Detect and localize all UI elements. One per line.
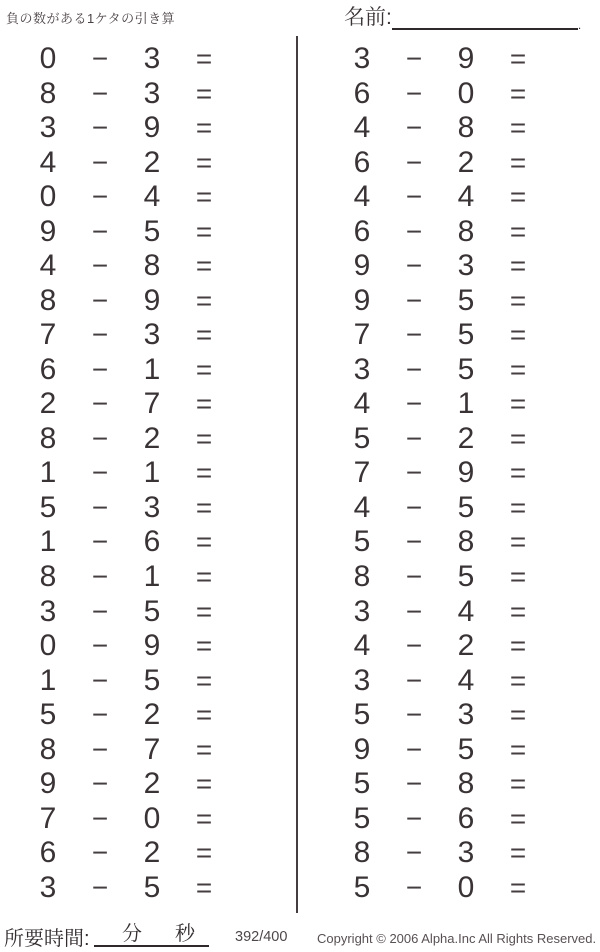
problem-row	[336, 767, 544, 802]
minuend: 6	[353, 214, 371, 248]
minuend: 9	[39, 214, 57, 248]
name-line-period: .	[577, 18, 582, 32]
minus-icon: −	[405, 560, 423, 592]
problem-row	[336, 732, 544, 767]
equals-sign: =	[509, 388, 527, 420]
problem-row	[336, 42, 544, 77]
equals-sign: =	[195, 699, 213, 731]
minutes-label: 分	[122, 923, 142, 945]
equals-sign: =	[195, 664, 213, 696]
subtrahend: 4	[143, 180, 161, 214]
subtrahend: 8	[457, 525, 475, 559]
equals-sign: =	[195, 733, 213, 765]
problem-row	[336, 594, 544, 629]
equals-sign: =	[509, 181, 527, 213]
equals-sign: =	[195, 215, 213, 247]
equals-sign: =	[509, 77, 527, 109]
equals-sign: =	[195, 457, 213, 489]
minuend: 4	[353, 629, 371, 663]
minuend: 5	[353, 421, 371, 455]
minuend: 1	[39, 663, 57, 697]
problem-row	[336, 77, 544, 112]
problem-row	[22, 491, 230, 526]
minus-icon: −	[405, 630, 423, 662]
problem-row	[336, 629, 544, 664]
equals-sign: =	[195, 77, 213, 109]
equals-sign: =	[509, 319, 527, 351]
copyright: Copyright © 2006 Alpha.Inc All Rights Reserved.	[317, 931, 597, 946]
equals-sign: =	[509, 112, 527, 144]
minus-icon: −	[405, 526, 423, 558]
subtrahend: 5	[457, 318, 475, 352]
problems-column-left	[22, 42, 230, 905]
equals-sign: =	[509, 215, 527, 247]
subtrahend: 9	[143, 629, 161, 663]
subtrahend: 8	[457, 111, 475, 145]
subtrahend: 6	[457, 801, 475, 835]
subtrahend: 2	[143, 421, 161, 455]
problem-row	[336, 422, 544, 457]
subtrahend: 9	[143, 283, 161, 317]
subtrahend: 4	[457, 180, 475, 214]
minus-icon: −	[91, 595, 109, 627]
minuend: 8	[39, 559, 57, 593]
equals-sign: =	[509, 664, 527, 696]
subtrahend: 5	[143, 594, 161, 628]
equals-sign: =	[195, 595, 213, 627]
equals-sign: =	[195, 526, 213, 558]
minuend: 0	[39, 180, 57, 214]
equals-sign: =	[509, 422, 527, 454]
problem-row	[22, 180, 230, 215]
subtrahend: 7	[143, 387, 161, 421]
subtrahend: 2	[143, 698, 161, 732]
problem-row	[22, 111, 230, 146]
minuend: 4	[39, 249, 57, 283]
equals-sign: =	[509, 146, 527, 178]
minuend: 6	[353, 76, 371, 110]
subtrahend: 7	[143, 732, 161, 766]
subtrahend: 1	[143, 352, 161, 386]
equals-sign: =	[195, 250, 213, 282]
minus-icon: −	[405, 388, 423, 420]
equals-sign: =	[195, 871, 213, 903]
equals-sign: =	[195, 146, 213, 178]
minuend: 5	[353, 525, 371, 559]
subtrahend: 3	[143, 42, 161, 76]
subtrahend: 8	[143, 249, 161, 283]
problem-row	[22, 353, 230, 388]
equals-sign: =	[509, 595, 527, 627]
minuend: 4	[353, 387, 371, 421]
minuend: 8	[353, 559, 371, 593]
minus-icon: −	[91, 181, 109, 213]
problem-row	[22, 422, 230, 457]
equals-sign: =	[195, 560, 213, 592]
minuend: 3	[39, 870, 57, 904]
minus-icon: −	[405, 699, 423, 731]
minuend: 5	[353, 767, 371, 801]
equals-sign: =	[195, 768, 213, 800]
subtrahend: 2	[457, 629, 475, 663]
subtrahend: 8	[457, 767, 475, 801]
subtrahend: 9	[143, 111, 161, 145]
equals-sign: =	[195, 491, 213, 523]
equals-sign: =	[195, 181, 213, 213]
subtrahend: 3	[143, 76, 161, 110]
column-divider	[296, 36, 298, 913]
problem-row	[336, 525, 544, 560]
minus-icon: −	[91, 284, 109, 316]
subtrahend: 6	[143, 525, 161, 559]
problem-row	[22, 594, 230, 629]
subtrahend: 9	[457, 42, 475, 76]
minuend: 0	[39, 629, 57, 663]
problem-row	[336, 146, 544, 181]
equals-sign: =	[195, 112, 213, 144]
equals-sign: =	[195, 802, 213, 834]
minus-icon: −	[405, 250, 423, 282]
problem-row	[22, 146, 230, 181]
minus-icon: −	[405, 146, 423, 178]
minus-icon: −	[91, 112, 109, 144]
minuend: 9	[353, 283, 371, 317]
subtrahend: 3	[143, 318, 161, 352]
minuend: 5	[353, 698, 371, 732]
minuend: 5	[353, 801, 371, 835]
problem-row	[336, 318, 544, 353]
minus-icon: −	[405, 491, 423, 523]
minuend: 8	[353, 836, 371, 870]
problem-row	[22, 663, 230, 698]
minus-icon: −	[91, 491, 109, 523]
minus-icon: −	[91, 768, 109, 800]
minuend: 9	[353, 732, 371, 766]
subtrahend: 2	[143, 767, 161, 801]
subtrahend: 3	[457, 836, 475, 870]
minus-icon: −	[91, 699, 109, 731]
subtrahend: 5	[457, 490, 475, 524]
equals-sign: =	[509, 699, 527, 731]
equals-sign: =	[509, 250, 527, 282]
problem-row	[336, 249, 544, 284]
minus-icon: −	[405, 802, 423, 834]
equals-sign: =	[195, 319, 213, 351]
minus-icon: −	[91, 77, 109, 109]
problem-row	[22, 870, 230, 905]
minuend: 9	[353, 249, 371, 283]
minus-icon: −	[91, 733, 109, 765]
problem-row	[22, 836, 230, 871]
minus-icon: −	[405, 457, 423, 489]
minus-icon: −	[405, 215, 423, 247]
subtrahend: 0	[457, 870, 475, 904]
equals-sign: =	[195, 353, 213, 385]
problem-row	[22, 698, 230, 733]
minus-icon: −	[91, 560, 109, 592]
equals-sign: =	[195, 422, 213, 454]
minus-icon: −	[91, 319, 109, 351]
minuend: 3	[39, 111, 57, 145]
minuend: 3	[353, 352, 371, 386]
minus-icon: −	[91, 664, 109, 696]
equals-sign: =	[509, 353, 527, 385]
minus-icon: −	[405, 43, 423, 75]
equals-sign: =	[509, 560, 527, 592]
minuend: 4	[353, 111, 371, 145]
minus-icon: −	[405, 768, 423, 800]
subtrahend: 9	[457, 456, 475, 490]
problem-row	[22, 767, 230, 802]
problem-row	[22, 732, 230, 767]
subtrahend: 3	[143, 490, 161, 524]
equals-sign: =	[509, 526, 527, 558]
subtrahend: 1	[143, 559, 161, 593]
time-label: 所要時間:	[4, 928, 90, 950]
minuend: 5	[39, 490, 57, 524]
subtrahend: 5	[457, 559, 475, 593]
subtrahend: 8	[457, 214, 475, 248]
minuend: 8	[39, 732, 57, 766]
minuend: 5	[39, 698, 57, 732]
equals-sign: =	[509, 491, 527, 523]
minus-icon: −	[405, 284, 423, 316]
minuend: 3	[353, 594, 371, 628]
minus-icon: −	[405, 319, 423, 351]
minuend: 5	[353, 870, 371, 904]
subtrahend: 0	[457, 76, 475, 110]
problem-row	[336, 180, 544, 215]
minus-icon: −	[91, 215, 109, 247]
minus-icon: −	[91, 353, 109, 385]
problem-row	[336, 698, 544, 733]
minus-icon: −	[405, 837, 423, 869]
minuend: 4	[39, 145, 57, 179]
minuend: 1	[39, 525, 57, 559]
equals-sign: =	[195, 43, 213, 75]
time-blank-line	[94, 922, 209, 947]
equals-sign: =	[195, 388, 213, 420]
minuend: 8	[39, 76, 57, 110]
minus-icon: −	[405, 733, 423, 765]
subtrahend: 4	[457, 594, 475, 628]
problem-row	[336, 456, 544, 491]
minuend: 1	[39, 456, 57, 490]
problem-row	[22, 284, 230, 319]
subtrahend: 2	[143, 145, 161, 179]
equals-sign: =	[195, 284, 213, 316]
problem-row	[22, 801, 230, 836]
subtrahend: 1	[457, 387, 475, 421]
equals-sign: =	[509, 630, 527, 662]
name-field	[344, 4, 581, 30]
subtrahend: 5	[457, 732, 475, 766]
problem-row	[22, 249, 230, 284]
minus-icon: −	[91, 250, 109, 282]
minus-icon: −	[405, 181, 423, 213]
subtrahend: 3	[457, 249, 475, 283]
equals-sign: =	[509, 733, 527, 765]
subtrahend: 0	[143, 801, 161, 835]
problem-row	[22, 629, 230, 664]
minus-icon: −	[91, 146, 109, 178]
minus-icon: −	[405, 422, 423, 454]
problem-row	[336, 111, 544, 146]
minuend: 0	[39, 42, 57, 76]
equals-sign: =	[509, 802, 527, 834]
minus-icon: −	[91, 871, 109, 903]
problem-row	[336, 353, 544, 388]
minuend: 6	[39, 352, 57, 386]
problem-row	[22, 77, 230, 112]
equals-sign: =	[509, 457, 527, 489]
minuend: 6	[353, 145, 371, 179]
minus-icon: −	[91, 630, 109, 662]
minuend: 6	[39, 836, 57, 870]
seconds-label: 秒	[175, 923, 195, 945]
minus-icon: −	[405, 77, 423, 109]
subtrahend: 1	[143, 456, 161, 490]
subtrahend: 2	[143, 836, 161, 870]
problem-row	[336, 663, 544, 698]
minus-icon: −	[405, 595, 423, 627]
minuend: 8	[39, 283, 57, 317]
problem-row	[22, 456, 230, 491]
name-label: 名前:	[344, 6, 392, 29]
minuend: 3	[353, 663, 371, 697]
subtrahend: 5	[143, 663, 161, 697]
minuend: 2	[39, 387, 57, 421]
subtrahend: 2	[457, 421, 475, 455]
minuend: 4	[353, 490, 371, 524]
page-number: 392/400	[235, 929, 288, 945]
minuend: 4	[353, 180, 371, 214]
subtrahend: 5	[143, 214, 161, 248]
subtrahend: 4	[457, 663, 475, 697]
problem-row	[22, 560, 230, 595]
problem-row	[336, 560, 544, 595]
subtrahend: 2	[457, 145, 475, 179]
equals-sign: =	[509, 284, 527, 316]
subtrahend: 5	[457, 352, 475, 386]
problem-row	[336, 284, 544, 319]
minuend: 7	[39, 318, 57, 352]
minuend: 3	[353, 42, 371, 76]
equals-sign: =	[195, 630, 213, 662]
equals-sign: =	[509, 871, 527, 903]
problem-row	[336, 870, 544, 905]
minus-icon: −	[91, 457, 109, 489]
minus-icon: −	[405, 112, 423, 144]
minus-icon: −	[91, 837, 109, 869]
problem-row	[22, 318, 230, 353]
problem-row	[336, 387, 544, 422]
minus-icon: −	[405, 353, 423, 385]
minuend: 7	[39, 801, 57, 835]
equals-sign: =	[509, 768, 527, 800]
minuend: 3	[39, 594, 57, 628]
problem-row	[336, 801, 544, 836]
problem-row	[22, 215, 230, 250]
minus-icon: −	[91, 526, 109, 558]
problems-column-right	[336, 42, 544, 905]
subtrahend: 5	[143, 870, 161, 904]
problem-row	[336, 836, 544, 871]
subtrahend: 3	[457, 698, 475, 732]
subtrahend: 5	[457, 283, 475, 317]
minuend: 7	[353, 318, 371, 352]
equals-sign: =	[509, 837, 527, 869]
minus-icon: −	[405, 664, 423, 696]
equals-sign: =	[195, 837, 213, 869]
minus-icon: −	[91, 802, 109, 834]
problem-row	[22, 525, 230, 560]
problem-row	[22, 42, 230, 77]
minus-icon: −	[91, 422, 109, 454]
problem-row	[336, 491, 544, 526]
minuend: 8	[39, 421, 57, 455]
problem-row	[336, 215, 544, 250]
minuend: 7	[353, 456, 371, 490]
minus-icon: −	[91, 388, 109, 420]
minuend: 9	[39, 767, 57, 801]
name-blank-line	[392, 6, 578, 30]
minus-icon: −	[91, 43, 109, 75]
problem-row	[22, 387, 230, 422]
minus-icon: −	[405, 871, 423, 903]
worksheet-title: 負の数がある1ケタの引き算	[6, 11, 176, 26]
equals-sign: =	[509, 43, 527, 75]
